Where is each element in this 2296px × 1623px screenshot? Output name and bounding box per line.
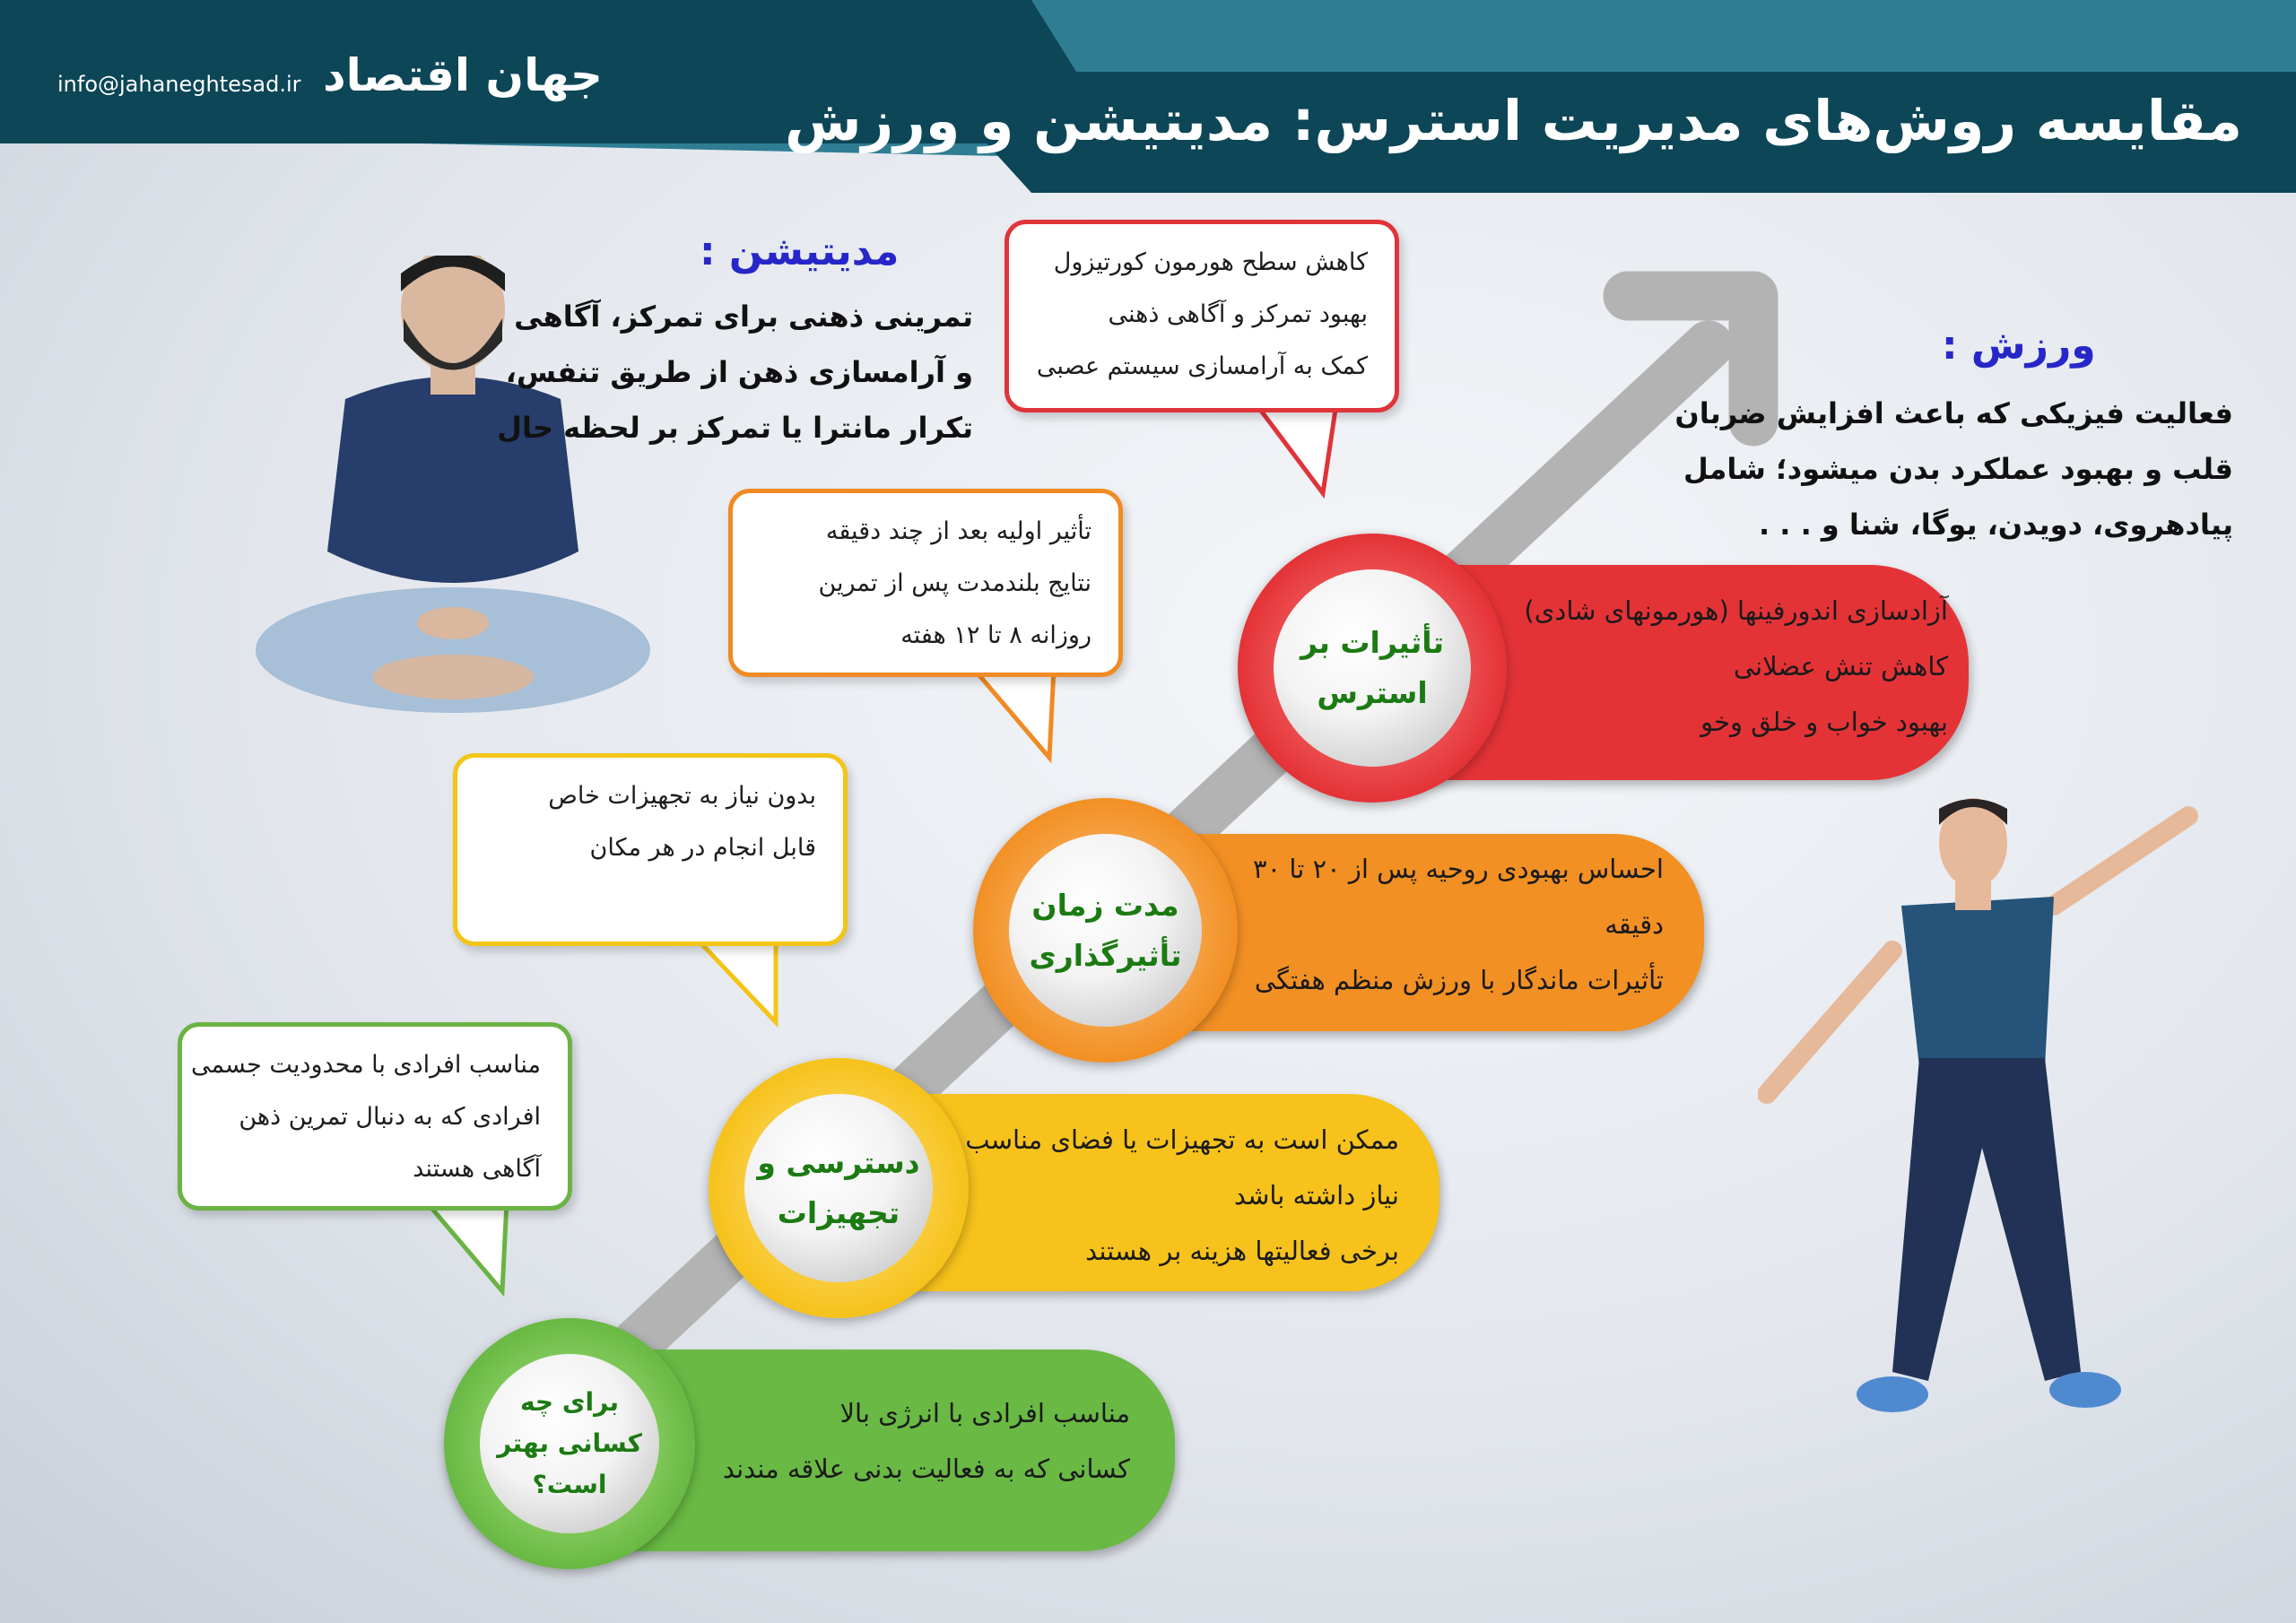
- callout-line: مناسب افرادی با محدودیت جسمی: [190, 1051, 541, 1079]
- callout-line: نتایج بلندمدت پس از تمرین: [818, 569, 1091, 597]
- callout-meditation-audience: [178, 1022, 572, 1211]
- category-stress-text: [1524, 583, 1948, 750]
- badge-label-line: کسانی بهتر: [497, 1428, 642, 1458]
- category-line: تأثیرات ماندگار با ورزش منظم هفتگی: [1254, 965, 1664, 995]
- category-line: کاهش تنش عضلانی: [1733, 651, 1948, 681]
- category-line: کسانی که به فعالیت بدنی علاقه مندند: [722, 1454, 1130, 1484]
- exercise-desc-line: فعالیت فیزیکی که باعث افزایش ضربان: [1674, 396, 2233, 430]
- category-badge-audience: [480, 1354, 659, 1533]
- category-line: برخی فعالیتها هزینه بر هستند: [1085, 1236, 1399, 1266]
- badge-label-line: تأثیرگذاری: [1029, 937, 1182, 973]
- callout-tail-green: [422, 1202, 520, 1300]
- category-badge-duration: [1009, 834, 1202, 1027]
- callout-line: بهبود تمرکز و آگاهی ذهنی: [1108, 300, 1368, 328]
- callout-meditation-access: [453, 753, 848, 946]
- callout-tail-yellow: [691, 937, 789, 1027]
- page-title: مقایسه روش‌های مدیریت استرس: مدیتیشن و ورزش: [784, 88, 2242, 153]
- callout-line: آگاهی هستند: [413, 1155, 541, 1183]
- badge-label-line: مدت زمان: [1031, 887, 1179, 923]
- callout-line: قابل انجام در هر مکان: [589, 834, 816, 862]
- exercise-desc-line: قلب و بهبود عملکرد بدن میشود؛ شامل: [1683, 452, 2233, 486]
- badge-label-line: دسترسی و: [757, 1145, 920, 1180]
- exercise-desc-line: پیادهروی، دویدن، یوگا، شنا و . . .: [1758, 508, 2233, 542]
- callout-line: روزانه ۸ تا ۱۲ هفته: [900, 621, 1091, 649]
- category-badge-stress: [1274, 569, 1471, 767]
- category-line: ممکن است به تجهیزات یا فضای مناسب: [965, 1124, 1399, 1155]
- category-duration-text: [1253, 841, 1664, 1008]
- callout-meditation-stress: [1004, 220, 1399, 412]
- category-badge-access: [744, 1094, 933, 1282]
- callout-meditation-duration: [728, 489, 1123, 677]
- callout-tail-orange: [969, 668, 1067, 767]
- meditation-heading: مدیتیشن :: [700, 229, 900, 274]
- category-line: مناسب افرادی با انرژی بالا: [839, 1398, 1130, 1428]
- meditation-desc-line: و آرامسازی ذهن از طریق تنفس،: [505, 355, 973, 389]
- category-line: دقیقه: [1605, 909, 1664, 940]
- exercise-person-illustration: [1758, 798, 2206, 1426]
- category-line: آزادسازی اندورفینها (هورمونهای شادی): [1524, 595, 1948, 626]
- contact-email: info@jahaneghtesad.ir: [57, 72, 301, 97]
- meditation-desc-line: تمرینی ذهنی برای تمرکز، آگاهی: [514, 299, 973, 334]
- callout-line: افرادی که به دنبال تمرین ذهن: [239, 1103, 541, 1131]
- exercise-heading: ورزش :: [1942, 323, 2096, 369]
- meditation-desc-line: تکرار مانترا یا تمرکز بر لحظه حال: [497, 411, 973, 445]
- callout-tail-red: [1247, 404, 1354, 502]
- callout-line: بدون نیاز به تجهیزات خاص: [548, 782, 816, 810]
- category-access-text: [965, 1112, 1399, 1279]
- callout-line: کمک به آرامسازی سیستم عصبی: [1036, 352, 1368, 380]
- callout-line: کاهش سطح هورمون کورتیزول: [1053, 248, 1368, 276]
- callout-line: تأثیر اولیه بعد از چند دقیقه: [825, 517, 1091, 545]
- badge-label-line: است؟: [532, 1470, 607, 1499]
- category-line: بهبود خواب و خلق وخو: [1700, 707, 1948, 737]
- meditation-description: [497, 289, 973, 456]
- badge-label-line: تأثیرات بر: [1300, 625, 1445, 660]
- category-audience-text: [723, 1385, 1130, 1497]
- exercise-description: [1674, 386, 2233, 552]
- brand-logo: جهان اقتصاد: [323, 49, 603, 101]
- category-line: نیاز داشته باشد: [1233, 1180, 1399, 1211]
- badge-label-line: تجهیزات: [777, 1195, 900, 1230]
- badge-label-line: استرس: [1317, 675, 1428, 710]
- badge-label-line: برای چه: [519, 1387, 620, 1417]
- category-line: احساس بهبودی روحیه پس از ۲۰ تا ۳۰: [1253, 854, 1664, 884]
